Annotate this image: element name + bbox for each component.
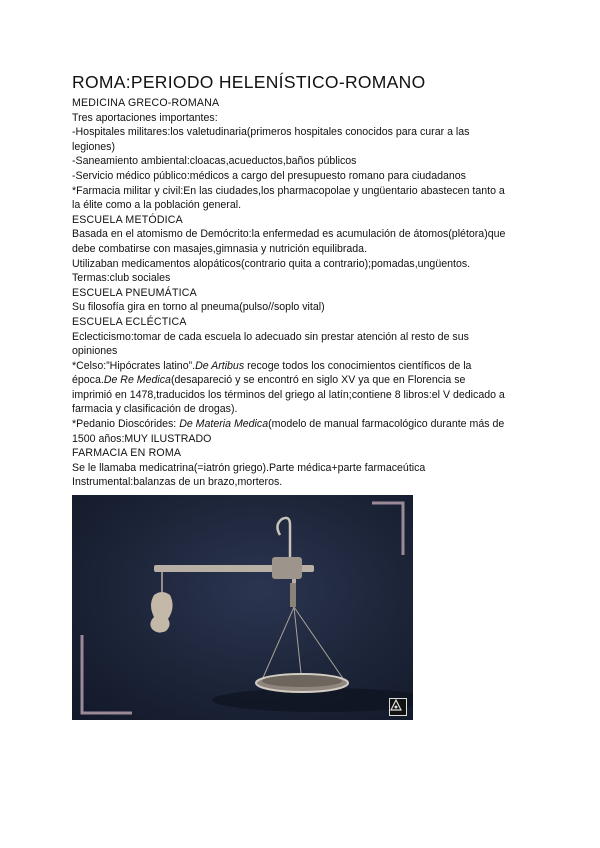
pan-string-right — [294, 607, 344, 680]
hook — [277, 518, 290, 563]
text-line: -Hospitales militares:los valetudinaria(primeros hospitales conocidos para curar a las — [72, 126, 470, 139]
text-run: época. — [72, 374, 104, 387]
text-line: Tres aportaciones importantes: — [72, 111, 218, 124]
text-line: Su filosofía gira en torno al pneuma(pulso//soplo vital) — [72, 301, 325, 314]
text-line: legiones) — [72, 140, 115, 153]
text-line — [72, 417, 532, 432]
pan-string-left — [262, 607, 294, 680]
document-content — [72, 72, 532, 720]
text-line: imprimió en 1478,traducidos los términos del griego al latín;contiene 8 libros:el V dedicado a — [72, 388, 505, 401]
pan-string-center — [294, 607, 302, 683]
section-heading-eclectica: ESCUELA ECLÉCTICA — [72, 315, 187, 328]
section-heading-medicina: MEDICINA GRECO-ROMANA — [72, 97, 220, 109]
text-line: Eclecticismo:tomar de cada escuela lo adecuado sin prestar atención al resto de sus — [72, 330, 469, 343]
text-line — [72, 373, 532, 388]
logo-mark-icon — [389, 698, 407, 716]
text-run: *Pedanio Dioscórides: — [72, 418, 177, 431]
text-line: farmacia y clasificación de drogas). — [72, 403, 238, 416]
book-title-de-materia-medica: De Materia Medica — [179, 418, 269, 431]
section-heading-metodica: ESCUELA METÓDICA — [72, 213, 183, 226]
text-run: (desapareció y se encontró en siglo XV ya que en Florencia se — [170, 374, 466, 387]
hanger-clip — [290, 583, 296, 607]
section-heading-pneumatica: ESCUELA PNEUMÁTICA — [72, 286, 197, 299]
scale-pan-inner — [262, 675, 342, 687]
text-line: Termas:club sociales — [72, 272, 171, 285]
text-line — [72, 359, 532, 374]
logo-mark-glyph — [390, 699, 402, 711]
text-line: opiniones — [72, 345, 118, 358]
text-line: -Saneamiento ambiental:cloacas,acueductos,baños públicos — [72, 155, 357, 168]
book-title-de-artibus: De Artibus — [195, 359, 245, 372]
text-line: Utilizaban medicamentos alopáticos(contrario quita a contrario);pomadas,ungüentos. — [72, 257, 471, 270]
text-line: Instrumental:balanzas de un brazo,morteros. — [72, 476, 283, 489]
text-line: debe combatirse con masajes,gimnasia y nutrición equilibrada. — [72, 242, 368, 255]
text-run: recoge todos los conocimientos científicos de la — [247, 359, 472, 372]
text-line: la élite como a la población general. — [72, 199, 242, 212]
text-run: *Celso:”Hipócrates latino”. — [72, 359, 196, 372]
frame-corner-bottom-left — [82, 635, 132, 713]
frame-corner-top-right — [372, 503, 403, 555]
pivot-block — [272, 557, 302, 579]
page-title: ROMA:PERIODO HELENÍSTICO-ROMANO — [72, 72, 426, 92]
text-line: Se le llamaba medicatrina(=iatrón griego).Parte médica+parte farmaceútica — [72, 461, 426, 474]
text-run: (modelo de manual farmacológico durante más de — [268, 418, 505, 431]
counterweight — [150, 592, 172, 633]
text-line: Basada en el atomismo de Demócrito:la enfermedad es acumulación de átomos(plétora)que — [72, 228, 506, 241]
book-title-de-re-medica: De Re Medica — [103, 374, 171, 387]
balance-scale-illustration — [72, 495, 413, 720]
section-heading-farmacia: FARMACIA EN ROMA — [72, 447, 182, 460]
text-line: -Servicio médico público:médicos a cargo del presupuesto romano para ciudadanos — [72, 169, 466, 182]
balance-scale-photo — [72, 495, 413, 720]
text-line: 1500 años:MUY ILUSTRADO — [72, 432, 212, 445]
text-line: *Farmacia militar y civil:En las ciudades,los pharmacopolae y ungüentario abastecen tanto a — [72, 184, 505, 197]
